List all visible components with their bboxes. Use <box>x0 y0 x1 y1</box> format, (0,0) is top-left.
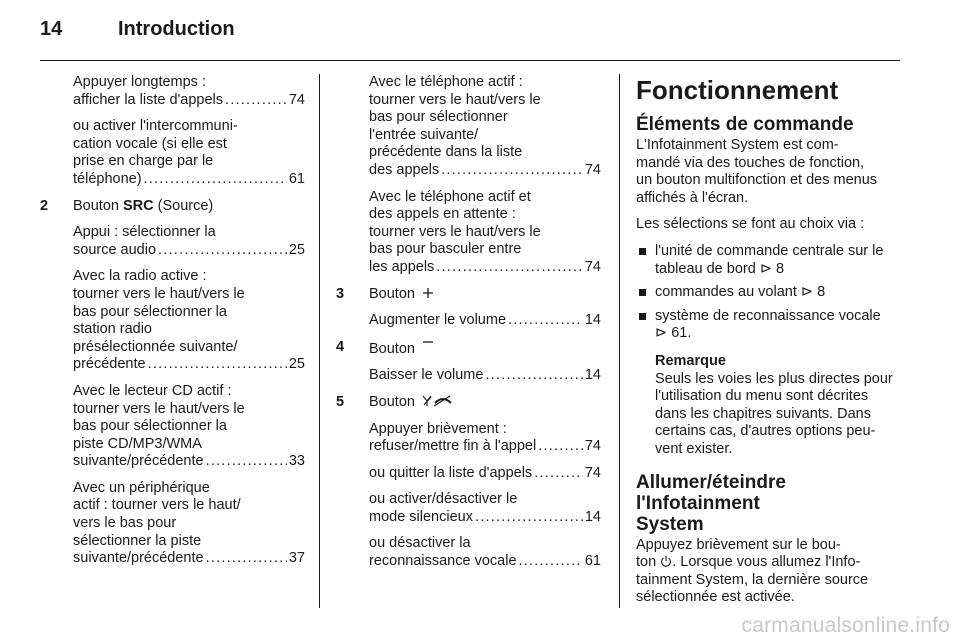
paragraph: Appui : sélectionner la source audio . . . 25 <box>73 224 305 259</box>
paragraph: ou désactiver la reconnaissance vocale . . . 61 <box>369 535 601 570</box>
index-line: suivante/précédente . . . 37 <box>73 550 305 568</box>
page-ref: 74 <box>584 161 601 178</box>
page-ref: 14 <box>584 312 601 329</box>
column-2 <box>336 74 601 580</box>
page-number: 14 <box>40 18 63 40</box>
item-number: 4 <box>336 338 345 355</box>
page-ref: 25 <box>288 356 305 373</box>
paragraph: Avec le téléphone actif : tourner vers le haut/vers le bas pour sélectionner l'entrée suivante/ précédente dans la liste des appels . . . 74 <box>369 74 601 180</box>
item-4: 4 Bouton <box>369 339 601 359</box>
page-ref: 25 <box>288 241 305 258</box>
paragraph: Appuyer longtemps : afficher la liste d'appels . . . 74 <box>73 74 305 109</box>
watermark: carmanualsonline.info <box>741 614 950 637</box>
paragraph <box>369 312 601 330</box>
bullet-marker <box>639 289 646 296</box>
bullet-marker <box>639 313 646 320</box>
index-line: Baisser le volume . . . 14 <box>369 367 601 385</box>
paragraph: Avec un périphérique actif : tourner vers le haut/ vers le bas pour sélectionner la piste suivante/précédente . . . 37 <box>73 480 305 568</box>
index-line: des appels . . . 74 <box>369 162 601 180</box>
paragraph: Les sélections se font au choix via : <box>636 216 865 233</box>
minus-icon <box>422 339 434 351</box>
item-number: 5 <box>336 393 345 410</box>
bullet-item: système de reconnaissance vocale ⊳ 61. <box>636 308 908 343</box>
index-line: reconnaissance vocale . . . 61 <box>369 553 601 571</box>
index-line: Augmenter le volume . . . 14 <box>369 312 601 330</box>
page-ref: 61 <box>288 170 305 187</box>
bullet-item: commandes au volant ⊳ 8 <box>636 284 908 302</box>
paragraph <box>369 367 601 385</box>
index-line: ou quitter la liste d'appels . . . 74 <box>369 465 601 483</box>
header-rule <box>40 60 900 61</box>
column-divider-1 <box>319 74 320 608</box>
paragraph: L'Infotainment System est com- mandé via des touches de fonction, un bouton multifonction et des menus affichés à l'écran. <box>636 137 878 206</box>
page-ref: 74 <box>288 91 305 108</box>
src-key: SRC <box>123 197 154 214</box>
page-ref: 74 <box>584 464 601 481</box>
index-line: refuser/mettre fin à l'appel . . . 74 <box>369 438 601 456</box>
index-line: précédente . . . 25 <box>73 356 305 374</box>
page-reference-icon: ⊳ <box>800 284 814 301</box>
page-ref: 74 <box>584 258 601 275</box>
index-line: les appels . . . 74 <box>369 259 601 277</box>
paragraph: Appuyez brièvement sur le bou- ton . Lorsque vous allumez l'Info- tainment System, la dernière source sélectionnée est activée. <box>636 536 869 606</box>
index-line: afficher la liste d'appels . . . 74 <box>73 92 305 110</box>
remark-box: Remarque Seuls les voies les plus directes pour l'utilisation du menu sont décrites dans les chapitres suivants. Dans certains cas, d'autres options peu- vent exister. <box>655 353 908 459</box>
index-line: suivante/précédente . . . 33 <box>73 453 305 471</box>
page-ref: 14 <box>584 508 601 525</box>
page-ref: 74 <box>584 438 601 455</box>
page-title: Introduction <box>118 18 235 40</box>
index-line: téléphone) . . . 61 <box>73 171 305 189</box>
column-1 <box>40 74 305 577</box>
page-ref: 33 <box>288 453 305 470</box>
plus-icon <box>422 287 434 299</box>
page-ref: 61 <box>584 553 601 570</box>
item-number: 3 <box>336 285 345 302</box>
bullet-item: l'unité de commande centrale sur le tableau de bord ⊳ 8 <box>636 243 908 278</box>
index-line: source audio . . . 25 <box>73 242 305 260</box>
item-2: 2 Bouton SRC (Source) <box>40 197 214 214</box>
mute-phone-icon <box>422 394 452 407</box>
bullet-marker <box>639 248 646 255</box>
subsection-heading: Éléments de commande <box>636 114 854 135</box>
paragraph <box>369 465 601 483</box>
column-3 <box>636 74 908 616</box>
paragraph: ou activer l'intercommuni- cation vocale (si elle est prise en charge par le téléphone) . . . 61 <box>73 118 305 188</box>
page-ref: 14 <box>584 367 601 384</box>
paragraph: Avec la radio active : tourner vers le haut/vers le bas pour sélectionner la station radio présélectionnée suivante/ précédente . . . 25 <box>73 268 305 374</box>
paragraph: Avec le téléphone actif et des appels en attente : tourner vers le haut/vers le bas pour basculer entre les appels . . . 74 <box>369 189 601 277</box>
index-line: mode silencieux . . . 14 <box>369 509 601 527</box>
paragraph: ou activer/désactiver le mode silencieux . . . 14 <box>369 491 601 526</box>
paragraph: Appuyer brièvement : refuser/mettre fin à l'appel . . . 74 <box>369 421 601 456</box>
remark-title: Remarque <box>655 352 726 369</box>
section-heading: Fonctionnement <box>636 75 839 105</box>
item-number: 2 <box>40 197 49 214</box>
item-3: 3 Bouton <box>369 286 601 304</box>
paragraph: Avec le lecteur CD actif : tourner vers le haut/vers le bas pour sélectionner la piste CD/MP3/WMA suivante/précédente . . . 33 <box>73 383 305 471</box>
page-ref: 37 <box>288 550 305 567</box>
power-icon <box>660 555 672 567</box>
page-reference-icon: ⊳ <box>655 325 668 342</box>
subsection-heading: Allumer/éteindre l'Infotainment System <box>636 471 786 535</box>
column-divider-2 <box>619 74 620 608</box>
item-5: 5 Bouton <box>369 394 601 412</box>
page-reference-icon: ⊳ <box>759 260 772 277</box>
